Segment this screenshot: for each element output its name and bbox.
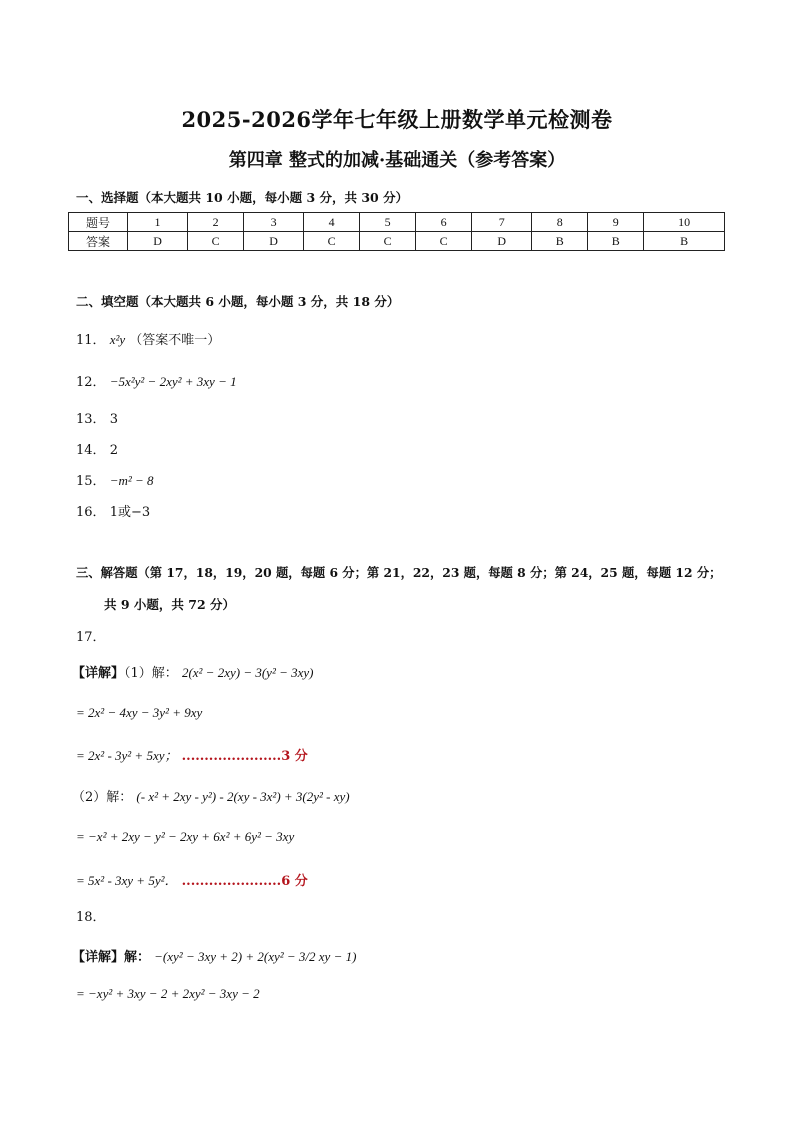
question-number: 11．	[76, 333, 106, 348]
table-cell: C	[416, 232, 472, 251]
math-expression: −(xy² − 3xy + 2) + 2(xy² − 3/2 xy − 1)	[154, 949, 357, 964]
question-18-number: 18．	[76, 910, 106, 925]
section2-heading: 二、填空题（本大题共 6 小题，每小题 3 分，共 18 分）	[76, 294, 400, 309]
answer-13	[76, 408, 118, 427]
table-cell: 1	[128, 213, 188, 232]
table-row-numbers	[69, 213, 725, 232]
table-cell: B	[644, 232, 725, 251]
table-cell: 10	[644, 213, 725, 232]
math-expression: 2(x² − 2xy) − 3(y² − 3xy)	[181, 665, 314, 680]
score-dots: ......................	[181, 749, 282, 764]
math-expression: −5x²y² − 2xy² + 3xy − 1	[109, 374, 237, 389]
answer-11	[76, 329, 220, 348]
math-expression: = 5x² - 3xy + 5y²．	[76, 873, 178, 888]
table-cell: C	[188, 232, 244, 251]
row-label-number: 题号	[69, 213, 128, 232]
q17-step3: = −x² + 2xy − y² − 2xy + 6x² + 6y² − 3xy	[76, 829, 295, 844]
table-cell: D	[472, 232, 532, 251]
table-cell: 7	[472, 213, 532, 232]
table-cell: B	[588, 232, 644, 251]
q17-step4	[76, 870, 308, 889]
answer-value: 2	[109, 443, 118, 458]
question-17-number: 17．	[76, 630, 106, 645]
table-cell: 6	[416, 213, 472, 232]
question-number: 15．	[76, 474, 106, 489]
answer-15	[76, 470, 154, 489]
table-cell: B	[532, 232, 588, 251]
table-cell: D	[128, 232, 188, 251]
table-cell: 5	[360, 213, 416, 232]
math-expression: −m² − 8	[109, 473, 154, 488]
answer-value: 3	[109, 412, 118, 427]
section3-heading: 三、解答题（第 17，18，19，20 题，每题 6 分；第 21，22，23 题，每题 8 分；第 24，25 题，每题 12 分；	[76, 565, 722, 580]
detail-label: 【详解】	[72, 666, 125, 681]
table-cell: 3	[244, 213, 304, 232]
answer-14	[76, 439, 118, 458]
question-number: 12．	[76, 375, 106, 390]
table-cell: D	[244, 232, 304, 251]
question-number: 16．	[76, 505, 106, 520]
score-label: 3 分	[281, 749, 308, 764]
math-expression: = 2x² - 3y² + 5xy；	[76, 748, 178, 763]
question-number: 13．	[76, 412, 106, 427]
table-cell: C	[360, 232, 416, 251]
score-label: 6 分	[281, 874, 308, 889]
page-title: 2025-2026学年七年级上册数学单元检测卷	[181, 107, 613, 132]
math-expression: (- x² + 2xy - y²) - 2(xy - 3x²) + 3(2y² - xy)	[136, 789, 350, 804]
page-subtitle: 第四章 整式的加减·基础通关（参考答案）	[228, 150, 566, 171]
answer-table	[68, 212, 725, 251]
section1-heading: 一、选择题（本大题共 10 小题，每小题 3 分，共 30 分）	[76, 190, 409, 205]
q17-part2	[72, 786, 350, 805]
q17-step1: = 2x² − 4xy − 3y² + 9xy	[76, 705, 203, 720]
row-label-answer: 答案	[69, 232, 128, 251]
q17-part1	[72, 662, 314, 681]
table-cell: 9	[588, 213, 644, 232]
math-expression: x²y	[109, 332, 126, 347]
table-cell: 4	[304, 213, 360, 232]
table-cell: C	[304, 232, 360, 251]
section3-heading-cont: 共 9 小题，共 72 分）	[104, 597, 236, 612]
q18-step1: = −xy² + 3xy − 2 + 2xy² − 3xy − 2	[76, 986, 260, 1001]
q18-expression-line	[72, 946, 356, 965]
answer-value: 1或−3	[109, 505, 151, 520]
part-label: （2）解：	[72, 790, 133, 805]
answer-12	[76, 371, 237, 390]
table-cell: 2	[188, 213, 244, 232]
score-dots: ......................	[181, 874, 282, 889]
question-number: 14．	[76, 443, 106, 458]
table-cell: 8	[532, 213, 588, 232]
answer-16	[76, 501, 150, 520]
table-row-answers	[69, 232, 725, 251]
q17-step2	[76, 745, 308, 764]
part-label: （1）解：	[124, 666, 178, 681]
detail-label: 【详解】解：	[72, 950, 151, 965]
answer-note: （答案不唯一）	[129, 333, 221, 348]
